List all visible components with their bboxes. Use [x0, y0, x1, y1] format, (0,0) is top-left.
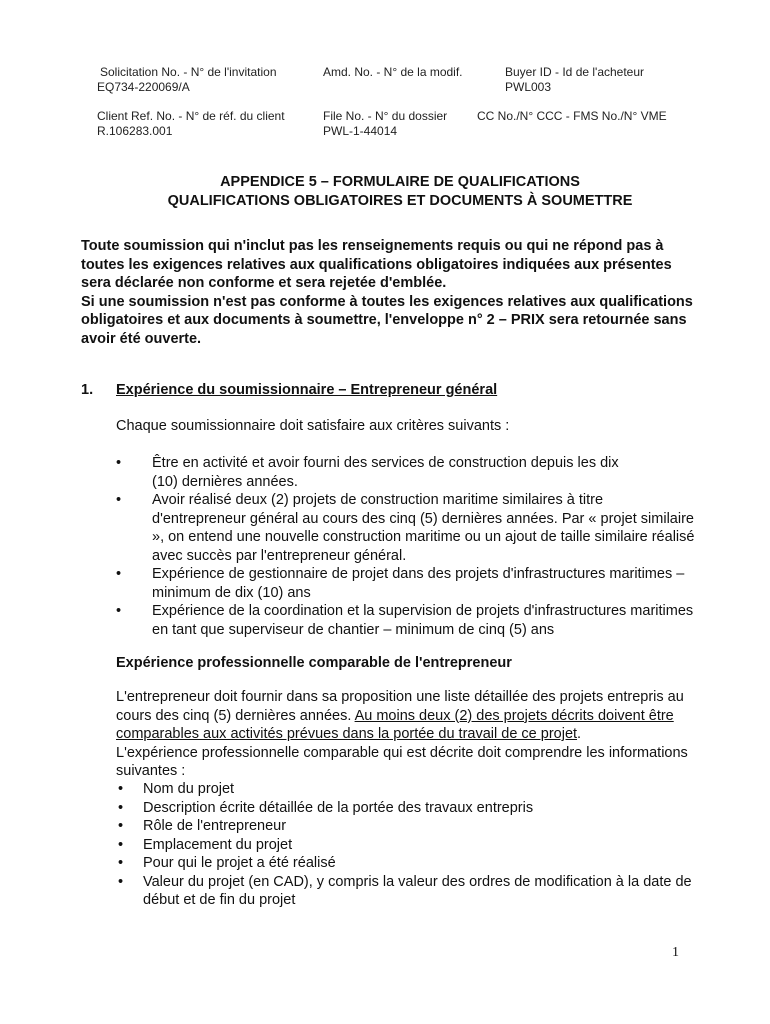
list-item: [116, 799, 701, 818]
paragraph-text: L'entrepreneur doit fournir dans sa proposition une liste détaillée des projets entrepris au cours des cinq (5) dernières années.: [116, 689, 684, 724]
title-line-1: APPENDICE 5 – FORMULAIRE DE QUALIFICATIONS: [220, 174, 580, 190]
client-ref-number: R.106283.001: [97, 124, 173, 138]
file-number: PWL-1-44014: [323, 124, 398, 138]
section-heading-text: Expérience du soumissionnaire – Entrepreneur général: [116, 382, 498, 398]
warning-notice: [81, 237, 701, 348]
info-item-text: Emplacement du projet: [143, 836, 293, 853]
info-item-text: Description écrite détaillée de la portée des travaux entrepris: [143, 799, 534, 816]
file-label: File No. - N° du dossier: [323, 109, 448, 123]
info-item-text: Nom du projet: [143, 781, 235, 797]
bullet-icon: •: [118, 781, 124, 797]
bullet-icon: •: [116, 455, 122, 471]
bullet-icon: •: [118, 873, 124, 890]
criteria-list: [116, 454, 698, 639]
bullet-icon: •: [116, 492, 122, 508]
paragraph-underlined: Au moins deux (2) des projets décrits doivent être comparables aux activités prévues dans la portée du travail de ce projet: [116, 707, 674, 742]
warning-paragraph-1: Toute soumission qui n'inclut pas les renseignements requis ou qui ne répond pas à toutes les exigences relatives aux qualifications obligatoires indiquées aux présentes sera déclarée non conforme et sera rejetée d'emblée.: [81, 238, 672, 291]
cc-label: CC No./N° CCC - FMS No./N° VME: [477, 109, 667, 123]
criterion-text: Expérience de gestionnaire de projet dans des projets d'infrastructures maritimes – minimum de dix (10) ans: [152, 566, 685, 601]
required-info-list: [116, 780, 701, 910]
client-ref-block: [97, 109, 317, 139]
experience-paragraph: [116, 688, 701, 781]
criterion-text: Avoir réalisé deux (2) projets de construction maritime similaires à titre d'entrepreneur général au cours des cinq (5) dernières années. Par « projet similaire », on entend une nouvelle construction maritime ou un ajout de taille similaire réalisé avec succès par l'entrepreneur général.: [152, 492, 695, 564]
warning-paragraph-2: Si une soumission n'est pas conforme à toutes les exigences relatives aux qualifications obligatoires et aux documents à soumettre, l'enveloppe n° 2 – PRIX sera retournée sans avoir été ouverte.: [81, 293, 693, 347]
page-title: [0, 173, 770, 211]
info-item-text: Rôle de l'entrepreneur: [143, 818, 287, 834]
bullet-icon: •: [118, 818, 124, 834]
paragraph-end: .: [577, 726, 582, 742]
info-item-text: Valeur du projet (en CAD), y compris la valeur des ordres de modification à la date de début et de fin du projet: [143, 873, 692, 908]
file-block: [323, 109, 483, 139]
solicitation-label: Solicitation No. - N° de l'invitation: [100, 65, 277, 79]
amendment-label: Amd. No. - N° de la modif.: [323, 65, 463, 79]
amendment-block: [323, 65, 493, 80]
criterion-text: Être en activité et avoir fourni des services de construction depuis les dix (10) dernières années.: [152, 455, 619, 490]
section-number: 1.: [81, 382, 94, 398]
bullet-icon: •: [116, 603, 122, 619]
buyer-block: [505, 65, 705, 95]
bullet-icon: •: [116, 566, 122, 582]
list-item: [116, 780, 701, 799]
paragraph-2: L'expérience professionnelle comparable qui est décrite doit comprendre les informations suivantes :: [116, 744, 688, 779]
bullet-icon: •: [118, 855, 124, 871]
criterion-text: Expérience de la coordination et la supervision de projets d'infrastructures maritimes en tant que superviseur de chantier – minimum de cinq (5) ans: [152, 603, 694, 638]
list-item: [116, 836, 701, 855]
section-heading: [116, 381, 497, 400]
cc-block: [477, 109, 717, 124]
list-item: [116, 602, 698, 639]
subheading: Expérience professionnelle comparable de l'entrepreneur: [116, 655, 512, 671]
list-item: [116, 854, 701, 873]
list-item: [116, 565, 698, 602]
buyer-label: Buyer ID - Id de l'acheteur: [505, 65, 645, 79]
buyer-id: PWL003: [505, 80, 552, 94]
list-item: [116, 491, 698, 565]
title-line-2: QUALIFICATIONS OBLIGATOIRES ET DOCUMENTS À SOUMETTRE: [167, 193, 633, 209]
client-ref-label: Client Ref. No. - N° de réf. du client: [97, 109, 285, 123]
section-intro: Chaque soumissionnaire doit satisfaire aux critères suivants :: [116, 418, 510, 434]
list-item: [116, 817, 701, 836]
list-item: [116, 873, 701, 910]
bullet-icon: •: [118, 836, 124, 853]
page-number: 1: [672, 945, 679, 960]
solicitation-block: [97, 65, 312, 95]
bullet-icon: •: [118, 799, 124, 816]
solicitation-number: EQ734-220069/A: [97, 80, 190, 94]
list-item: [116, 454, 698, 491]
info-item-text: Pour qui le projet a été réalisé: [143, 855, 336, 871]
